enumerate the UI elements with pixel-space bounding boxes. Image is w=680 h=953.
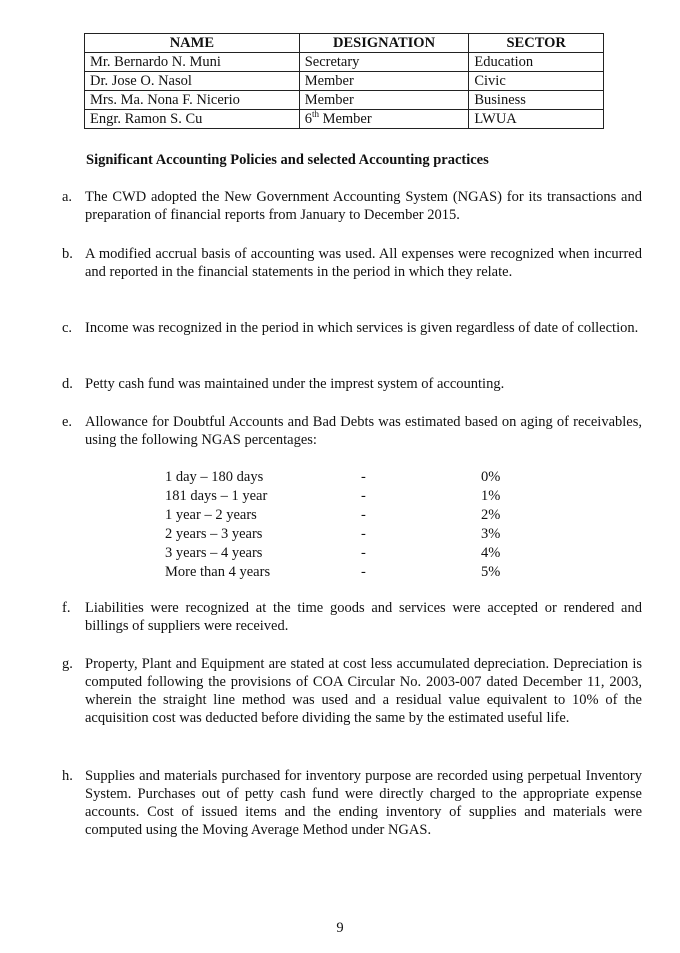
item-text: Supplies and materials purchased for inventory purpose are recorded using perpetual Inventory System. Purchases out of petty cash fund were directly charged to the appropriate expense accounts. Cost of issued items and the ending inventory of supplies and materials were computed using the Moving Average Method under NGAS. xyxy=(85,768,642,838)
aging-row xyxy=(165,487,505,506)
item-text: Liabilities were recognized at the time goods and services were accepted or rendered and billings of suppliers were received. xyxy=(85,600,642,634)
designation-rest: Member xyxy=(318,111,372,127)
aging-dash: - xyxy=(361,545,366,561)
aging-percent: 5% xyxy=(481,564,501,580)
aging-dash: - xyxy=(361,488,366,504)
item-letter: a. xyxy=(62,189,73,205)
aging-table xyxy=(165,468,505,582)
aging-row xyxy=(165,525,505,544)
item-letter: g. xyxy=(62,656,73,672)
aging-dash: - xyxy=(361,507,366,523)
item-letter: d. xyxy=(62,376,73,392)
table-row xyxy=(85,72,604,91)
header-name: NAME xyxy=(85,34,300,53)
header-designation: DESIGNATION xyxy=(299,34,469,53)
table-row xyxy=(85,53,604,72)
aging-row xyxy=(165,544,505,563)
item-text: Petty cash fund was maintained under the imprest system of accounting. xyxy=(85,376,505,392)
item-letter: h. xyxy=(62,768,73,784)
aging-range: 1 year – 2 years xyxy=(165,507,257,523)
list-item xyxy=(62,188,642,224)
aging-row xyxy=(165,468,505,487)
designation-ordinal: th xyxy=(311,109,319,120)
list-item xyxy=(62,655,642,727)
item-text: A modified accrual basis of accounting was used. All expenses were recognized when incurred and reported in the financial statements in the period in which they relate. xyxy=(85,246,642,280)
designation-number: 6 xyxy=(304,111,312,127)
item-letter: b. xyxy=(62,246,73,262)
members-table xyxy=(84,33,604,129)
aging-row xyxy=(165,506,505,525)
aging-dash: - xyxy=(361,526,366,542)
member-sector: LWUA xyxy=(469,110,604,129)
member-designation: Secretary xyxy=(299,53,469,72)
table-header-row xyxy=(85,34,604,53)
list-item xyxy=(62,319,642,337)
member-sector: Education xyxy=(469,53,604,72)
member-sector: Civic xyxy=(469,72,604,91)
aging-percent: 2% xyxy=(481,507,501,523)
aging-dash: - xyxy=(361,469,366,485)
member-sector: Business xyxy=(469,91,604,110)
member-name: Mrs. Ma. Nona F. Nicerio xyxy=(85,91,300,110)
list-item xyxy=(62,599,642,635)
aging-range: 1 day – 180 days xyxy=(165,469,264,485)
member-name: Mr. Bernardo N. Muni xyxy=(85,53,300,72)
page-number: 9 xyxy=(336,920,344,936)
member-designation xyxy=(299,110,469,129)
aging-percent: 4% xyxy=(481,545,501,561)
table-row xyxy=(85,91,604,110)
item-letter: e. xyxy=(62,414,73,430)
member-name: Dr. Jose O. Nasol xyxy=(85,72,300,91)
aging-percent: 1% xyxy=(481,488,501,504)
list-item xyxy=(62,245,642,281)
section-title: Significant Accounting Policies and selected Accounting practices xyxy=(86,152,489,168)
header-sector: SECTOR xyxy=(469,34,604,53)
list-item xyxy=(62,767,642,839)
aging-dash: - xyxy=(361,564,366,580)
aging-percent: 3% xyxy=(481,526,501,542)
aging-range: More than 4 years xyxy=(165,564,271,580)
item-text: Income was recognized in the period in which services is given regardless of date of collection. xyxy=(85,320,639,336)
aging-percent: 0% xyxy=(481,469,501,485)
list-item xyxy=(62,413,642,449)
list-item xyxy=(62,375,642,393)
aging-row xyxy=(165,563,505,582)
item-letter: c. xyxy=(62,320,73,336)
member-designation: Member xyxy=(299,72,469,91)
member-designation: Member xyxy=(299,91,469,110)
item-text: The CWD adopted the New Government Accounting System (NGAS) for its transactions and preparation of financial reports from January to December 2015. xyxy=(85,189,642,223)
item-letter: f. xyxy=(62,600,71,616)
item-text: Allowance for Doubtful Accounts and Bad Debts was estimated based on aging of receivables, using the following NGAS percentages: xyxy=(85,414,642,448)
item-text: Property, Plant and Equipment are stated at cost less accumulated depreciation. Depreciation is computed following the provisions of COA Circular No. 2003-007 dated December 11, 2003, wherein the straight line method was used and a residual value equivalent to 10% of the acquisition cost was deducted before dividing the same by the estimated useful life. xyxy=(85,656,642,726)
member-name: Engr. Ramon S. Cu xyxy=(85,110,300,129)
table-row xyxy=(85,110,604,129)
aging-range: 181 days – 1 year xyxy=(165,488,268,504)
aging-range: 2 years – 3 years xyxy=(165,526,263,542)
aging-range: 3 years – 4 years xyxy=(165,545,263,561)
